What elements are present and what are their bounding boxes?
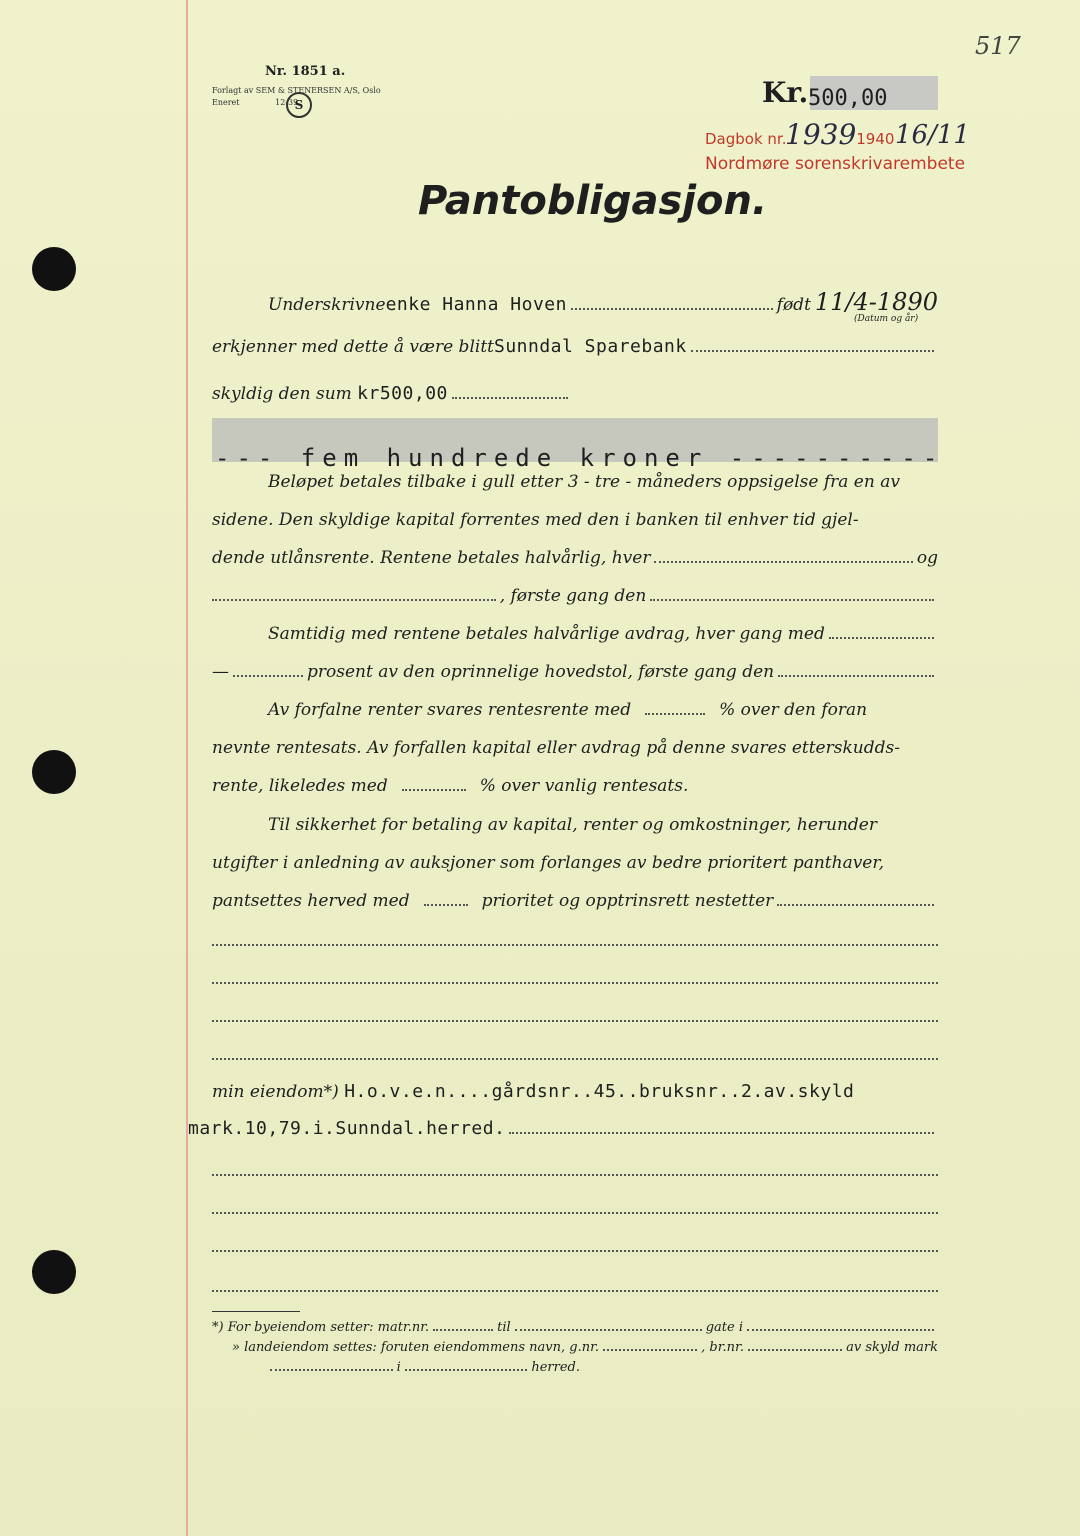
dotted-line — [212, 1250, 938, 1252]
debtor-name: enke Hanna Hoven — [385, 294, 567, 315]
dotted-fill — [603, 1349, 697, 1351]
dotted-fill — [509, 1132, 934, 1134]
footnote-line — [270, 1360, 580, 1380]
text-segment: dende utlånsrente. Rentene betales halvårlig, hver — [212, 548, 651, 568]
dotted-line — [212, 1212, 938, 1214]
punch-hole — [32, 750, 76, 794]
footnote-segment: av skyld mark — [846, 1340, 939, 1355]
property-text: mark.10,79.i.Sunndal.herred. — [188, 1118, 506, 1139]
text-segment: rente, likeledes med — [212, 776, 388, 796]
dotted-fill — [515, 1329, 702, 1331]
born-date: 11/4-1890 — [814, 288, 938, 316]
dotted-fill — [829, 637, 934, 639]
text-segment: — — [212, 662, 229, 682]
text-segment: % over den foran — [719, 700, 868, 720]
text-line: Til sikkerhet for betaling av kapital, renter og omkostninger, herunder — [268, 815, 877, 835]
property-label: min eiendom*) — [212, 1082, 339, 1102]
dotted-fill — [748, 1349, 842, 1351]
date-hint: (Datum og år) — [854, 314, 919, 324]
dotted-fill — [270, 1369, 393, 1371]
text-line: utgifter i anledning av auksjoner som forlanges av bedre prioritert panthaver, — [212, 853, 885, 873]
dagbok-number-value: 1939 — [785, 118, 857, 151]
footnote-line — [212, 1320, 938, 1340]
stamp-year: 1940 — [856, 130, 895, 148]
footnote-segment: i — [396, 1360, 401, 1375]
page-number: 517 — [975, 32, 1021, 60]
text-line: Beløpet betales tilbake i gull etter 3 - tre - måneders oppsigelse fra en av — [268, 472, 900, 492]
publisher-eneret: Eneret — [212, 98, 240, 107]
dotted-line — [212, 1058, 938, 1060]
dotted-fill — [747, 1329, 934, 1331]
dotted-line — [212, 1290, 938, 1292]
footnote-segment: gate i — [705, 1320, 743, 1335]
footnote-segment: til — [497, 1320, 511, 1335]
text-line — [212, 662, 938, 688]
dotted-fill — [212, 599, 496, 601]
amount-label: Kr. — [762, 76, 809, 109]
property-line — [212, 1081, 938, 1107]
footnote-segment: , br.nr. — [701, 1340, 744, 1355]
dotted-fill — [452, 397, 568, 399]
dotted-line — [212, 982, 938, 984]
debtor-line — [268, 288, 938, 314]
dagbok-label: Dagbok nr. — [705, 130, 787, 148]
creditor-line — [212, 336, 938, 362]
sum-line — [212, 383, 572, 409]
footnote-segment: herred. — [531, 1360, 581, 1375]
dotted-fill — [233, 675, 303, 677]
text-line — [268, 624, 938, 650]
text-segment: , første gang den — [499, 586, 647, 606]
text-line — [212, 776, 732, 802]
text-segment: prosent av den oprinnelige hovedstol, første gang den — [307, 662, 775, 682]
creditor-label: erkjenner med dette å være blitt — [212, 337, 494, 357]
dotted-fill — [433, 1329, 493, 1331]
dotted-fill — [424, 904, 468, 906]
text-line: nevnte rentesats. Av forfallen kapital eller avdrag på denne svares etterskudds- — [212, 738, 900, 758]
sum-label: skyldig den sum — [212, 384, 352, 404]
dotted-fill — [645, 713, 705, 715]
dotted-fill — [571, 308, 773, 310]
text-segment: Av forfalne renter svares rentesrente med — [268, 700, 632, 720]
text-line — [212, 548, 938, 574]
dotted-line — [212, 944, 938, 946]
debtor-label: Underskrivne — [268, 295, 386, 315]
dotted-fill — [405, 1369, 528, 1371]
footnote-segment: *) For byeiendom setter: matr.nr. — [212, 1320, 430, 1335]
dotted-fill — [402, 789, 466, 791]
property-text: H.o.v.e.n....gårdsnr..45..bruksnr..2.av.skyld — [344, 1081, 855, 1102]
form-number: Nr. 1851 a. — [265, 64, 346, 79]
text-line: sidene. Den skyldige kapital forrentes med den i banken til enhver tid gjel- — [212, 510, 859, 530]
text-segment: % over vanlig rentesats. — [479, 776, 689, 796]
footnote-rule — [212, 1311, 300, 1312]
dotted-line — [212, 1174, 938, 1176]
text-line — [268, 700, 938, 726]
creditor-name: Sunndal Sparebank — [493, 336, 687, 357]
born-label: født — [776, 295, 811, 315]
punch-hole — [32, 247, 76, 291]
publisher-code: 12-39 — [275, 98, 299, 107]
footnote-line — [232, 1340, 938, 1360]
dagbok-date: 16/11 — [895, 120, 970, 150]
dotted-fill — [654, 561, 912, 563]
dagbok-number — [785, 118, 894, 151]
text-segment: Samtidig med rentene betales halvårlige avdrag, hver gang med — [268, 624, 825, 644]
document-title: Pantobligasjon. — [418, 178, 768, 224]
publisher-logo: S — [286, 92, 312, 118]
text-segment: og — [916, 548, 938, 568]
property-line — [188, 1118, 938, 1144]
text-segment: prioritet og opptrinsrett nestetter — [481, 891, 774, 911]
dotted-line — [212, 1020, 938, 1022]
office-stamp: Nordmøre sorenskrivarembete — [705, 154, 966, 174]
dotted-fill — [778, 675, 934, 677]
sum-value: kr500,00 — [357, 383, 448, 404]
margin-line — [186, 0, 188, 1536]
publisher-line: Forlagt av SEM & STENERSEN A/S, Oslo — [212, 86, 381, 95]
text-line — [212, 891, 938, 917]
dotted-fill — [650, 599, 934, 601]
amount-value: 500,00 — [808, 86, 888, 111]
sum-words: --- fem hundrede kroner ---------- — [215, 444, 945, 472]
text-segment: pantsettes herved med — [212, 891, 410, 911]
dotted-fill — [691, 350, 934, 352]
dotted-fill — [777, 904, 934, 906]
punch-hole — [32, 1250, 76, 1294]
footnote-segment: » landeiendom settes: foruten eiendommens navn, g.nr. — [232, 1340, 599, 1355]
text-line — [212, 586, 938, 612]
